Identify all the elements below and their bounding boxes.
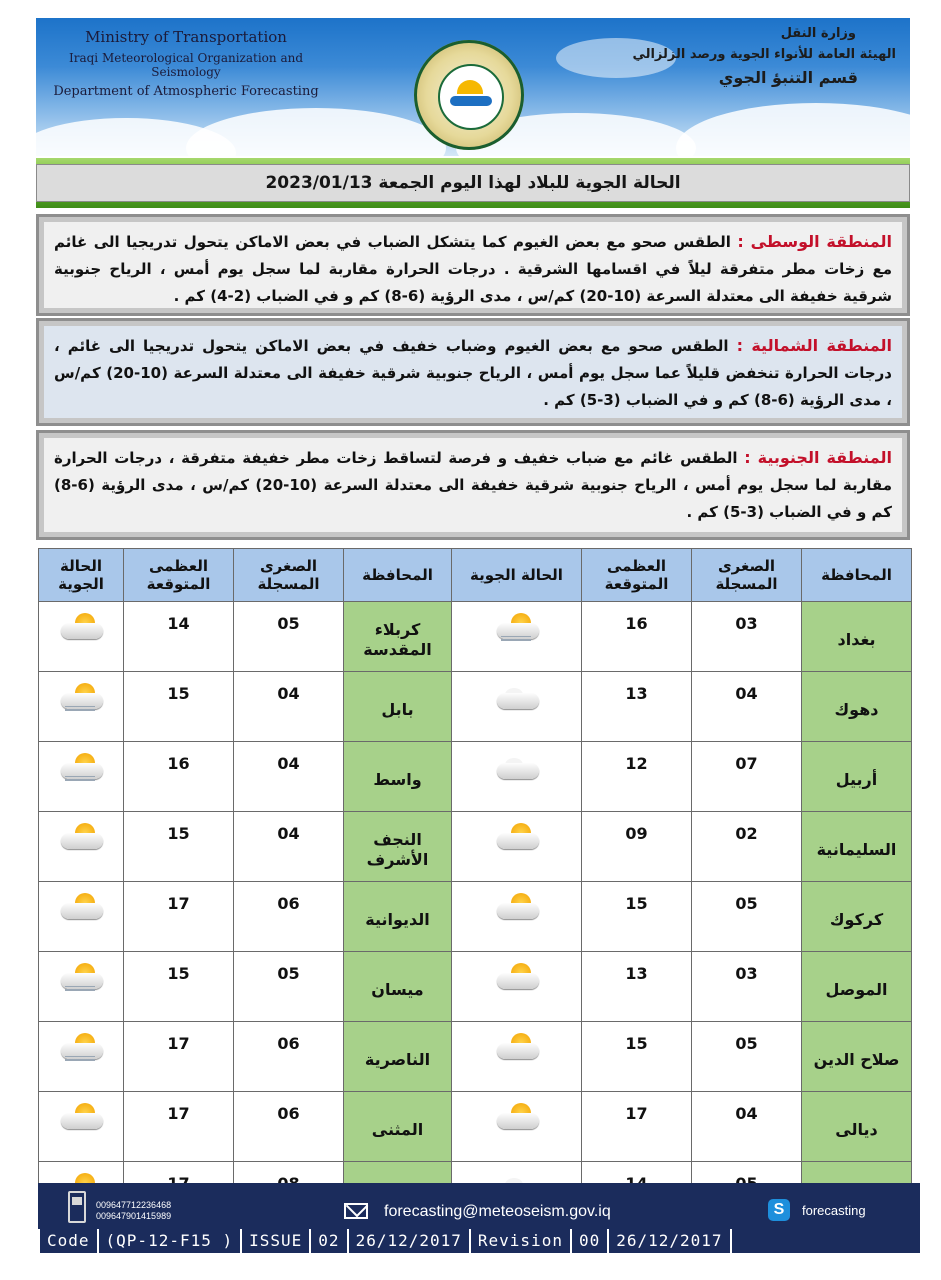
table-row <box>39 812 912 882</box>
header-province: المحافظة <box>344 549 452 602</box>
english-heading <box>36 28 336 99</box>
condition-cell <box>452 602 582 672</box>
partly-cloudy-icon <box>491 890 543 926</box>
revision-value: 00 <box>572 1229 609 1253</box>
min-temp-cell: 05 <box>692 1022 802 1092</box>
partly-cloudy-icon <box>55 820 107 856</box>
page-title: الحالة الجوية للبلاد لهذا اليوم الجمعة 2023/01/13 <box>36 164 910 202</box>
region-north-name: المنطقة الشمالية : <box>736 336 893 355</box>
condition-cell <box>452 812 582 882</box>
condition-cell <box>452 952 582 1022</box>
province-cell: صلاح الدين <box>802 1022 912 1092</box>
region-south-name: المنطقة الجنوبية : <box>744 448 893 467</box>
condition-cell <box>39 952 124 1022</box>
phone-number-1: 009647712236468 <box>96 1200 172 1210</box>
max-temp-cell: 15 <box>124 952 234 1022</box>
cloudy-icon <box>491 680 543 716</box>
header-min: الصغرى المسجلة <box>234 549 344 602</box>
province-cell: بغداد <box>802 602 912 672</box>
condition-cell <box>452 1092 582 1162</box>
table-row <box>39 1022 912 1092</box>
max-temp-cell: 17 <box>124 1092 234 1162</box>
table-row <box>39 602 912 672</box>
region-central <box>36 214 910 316</box>
min-temp-cell: 05 <box>234 952 344 1022</box>
condition-cell <box>39 1022 124 1092</box>
weather-table <box>38 548 912 1232</box>
header-max: العظمى المتوقعة <box>582 549 692 602</box>
sun-cloud-fog-icon <box>55 1030 107 1066</box>
province-cell: دهوك <box>802 672 912 742</box>
region-north <box>36 318 910 426</box>
min-temp-cell: 05 <box>234 602 344 672</box>
sun-cloud-fog-icon <box>55 960 107 996</box>
min-temp-cell: 02 <box>692 812 802 882</box>
partly-cloudy-icon <box>55 890 107 926</box>
revision-date: 26/12/2017 <box>609 1229 731 1253</box>
condition-cell <box>452 1022 582 1092</box>
partly-cloudy-icon <box>491 960 543 996</box>
max-temp-cell: 17 <box>124 882 234 952</box>
min-temp-cell: 06 <box>234 1092 344 1162</box>
max-temp-cell: 14 <box>124 602 234 672</box>
organization-name-ar: الهيئة العامة للأنواء الجوية ورصد الزلزالي <box>632 47 896 62</box>
max-temp-cell: 09 <box>582 812 692 882</box>
sun-cloud-fog-icon <box>55 680 107 716</box>
min-temp-cell: 05 <box>692 882 802 952</box>
table-row <box>39 1092 912 1162</box>
cloudy-icon <box>491 750 543 786</box>
condition-cell <box>39 602 124 672</box>
min-temp-cell: 04 <box>692 1092 802 1162</box>
condition-cell <box>39 742 124 812</box>
max-temp-cell: 15 <box>582 1022 692 1092</box>
table-row <box>39 672 912 742</box>
table-row <box>39 882 912 952</box>
phone-numbers <box>96 1200 171 1222</box>
province-cell: كربلاء المقدسة <box>344 602 452 672</box>
email-address[interactable]: forecasting@meteoseism.gov.iq <box>384 1203 611 1220</box>
max-temp-cell: 12 <box>582 742 692 812</box>
table-row <box>39 742 912 812</box>
table-row <box>39 952 912 1022</box>
max-temp-cell: 16 <box>124 742 234 812</box>
min-temp-cell: 04 <box>234 672 344 742</box>
province-cell: ميسان <box>344 952 452 1022</box>
revision-label: Revision <box>471 1229 572 1253</box>
province-cell: بابل <box>344 672 452 742</box>
region-central-name: المنطقة الوسطى : <box>737 232 892 251</box>
condition-cell <box>39 1092 124 1162</box>
min-temp-cell: 06 <box>234 882 344 952</box>
header-min: الصغرى المسجلة <box>692 549 802 602</box>
issue-date: 26/12/2017 <box>349 1229 471 1253</box>
province-cell: المثنى <box>344 1092 452 1162</box>
title-bar <box>36 158 910 208</box>
min-temp-cell: 04 <box>234 812 344 882</box>
region-north-text: الطقس صحو مع بعض الغيوم وضباب خفيف في بعض الاماكن يتحول تدريجيا الى غائم ، درجات الحرارة تنخفض قليلاً عما سجل يوم أمس ، الرياح جنوبية شرقية خفيفة الى معتدلة السرعة (10-20) كم/س ، مدى الرؤية (6-8) كم و في الضباب (3-5) كم . <box>54 337 892 409</box>
max-temp-cell: 15 <box>124 812 234 882</box>
department-name-en: Department of Atmospheric Forecasting <box>53 84 319 99</box>
province-cell: الديوانية <box>344 882 452 952</box>
condition-cell <box>39 882 124 952</box>
min-temp-cell: 04 <box>234 742 344 812</box>
min-temp-cell: 03 <box>692 602 802 672</box>
max-temp-cell: 17 <box>124 1022 234 1092</box>
organization-logo <box>414 40 524 150</box>
province-cell: النجف الأشرف <box>344 812 452 882</box>
footer <box>38 1183 920 1253</box>
province-cell: واسط <box>344 742 452 812</box>
code-value: (QP-12-F15 ) <box>99 1229 243 1253</box>
condition-cell <box>39 672 124 742</box>
header-condition: الحالة الجوية <box>452 549 582 602</box>
max-temp-cell: 17 <box>582 1092 692 1162</box>
region-central-text: الطقس صحو مع بعض الغيوم كما يتشكل الضباب في بعض الاماكن يتحول تدريجيا الى غائم مع زخات مطر متفرقة ليلاً في اقسامها الشرقية . درجات الحرارة مقاربة لما سجل يوم أمس ، الرياح جنوبية شرقية خفيفة الى معتدلة السرعة (10-20) كم/س ، مدى الرؤية (6-8) كم و في الضباب (2-4) كم . <box>54 233 892 305</box>
document-code-bar <box>38 1229 920 1253</box>
max-temp-cell: 15 <box>582 882 692 952</box>
region-south <box>36 430 910 540</box>
province-cell: أربيل <box>802 742 912 812</box>
min-temp-cell: 07 <box>692 742 802 812</box>
partly-cloudy-icon <box>55 610 107 646</box>
min-temp-cell: 06 <box>234 1022 344 1092</box>
department-name-ar: قسم التنبؤ الجوي <box>718 68 858 87</box>
sun-cloud-fog-icon <box>55 750 107 786</box>
max-temp-cell: 15 <box>124 672 234 742</box>
phone-icon <box>68 1191 86 1223</box>
region-south-text: الطقس غائم مع ضباب خفيف و فرصة لتساقط زخات مطر خفيفة متفرقة ، درجات الحرارة مقاربة لما سجل يوم أمس ، الرياح جنوبية شرقية خفيفة الى معتدلة السرعة (10-20) كم/س ، مدى الرؤية (6-8) كم و في الضباب (3-5) كم . <box>54 449 892 521</box>
issue-value: 02 <box>311 1229 348 1253</box>
letterhead <box>36 18 910 156</box>
province-cell: الموصل <box>802 952 912 1022</box>
max-temp-cell: 13 <box>582 672 692 742</box>
min-temp-cell: 03 <box>692 952 802 1022</box>
table-header-row <box>39 549 912 602</box>
province-cell: السليمانية <box>802 812 912 882</box>
partly-cloudy-icon <box>491 1030 543 1066</box>
condition-cell <box>452 672 582 742</box>
sun-cloud-fog-icon <box>491 610 543 646</box>
partly-cloudy-icon <box>55 1100 107 1136</box>
condition-cell <box>39 812 124 882</box>
skype-handle[interactable]: forecasting <box>802 1203 866 1218</box>
ministry-name-ar: وزارة النقل <box>780 26 856 41</box>
max-temp-cell: 16 <box>582 602 692 672</box>
province-cell: الناصرية <box>344 1022 452 1092</box>
header-max: العظمى المتوقعة <box>124 549 234 602</box>
header-condition: الحالة الجوية <box>39 549 124 602</box>
code-label: Code <box>38 1229 99 1253</box>
header-province: المحافظة <box>802 549 912 602</box>
condition-cell <box>452 742 582 812</box>
phone-number-2: 009647901415989 <box>96 1211 172 1221</box>
min-temp-cell: 04 <box>692 672 802 742</box>
condition-cell <box>452 882 582 952</box>
organization-name-en: Iraqi Meteorological Organization and Seismology <box>68 51 304 79</box>
arabic-heading <box>596 26 896 87</box>
partly-cloudy-icon <box>491 1100 543 1136</box>
issue-label: ISSUE <box>242 1229 311 1253</box>
max-temp-cell: 13 <box>582 952 692 1022</box>
province-cell: كركوك <box>802 882 912 952</box>
province-cell: ديالى <box>802 1092 912 1162</box>
mail-icon <box>344 1203 368 1219</box>
partly-cloudy-icon <box>491 820 543 856</box>
ministry-name-en: Ministry of Transportation <box>85 28 287 46</box>
skype-icon: S <box>768 1199 790 1221</box>
